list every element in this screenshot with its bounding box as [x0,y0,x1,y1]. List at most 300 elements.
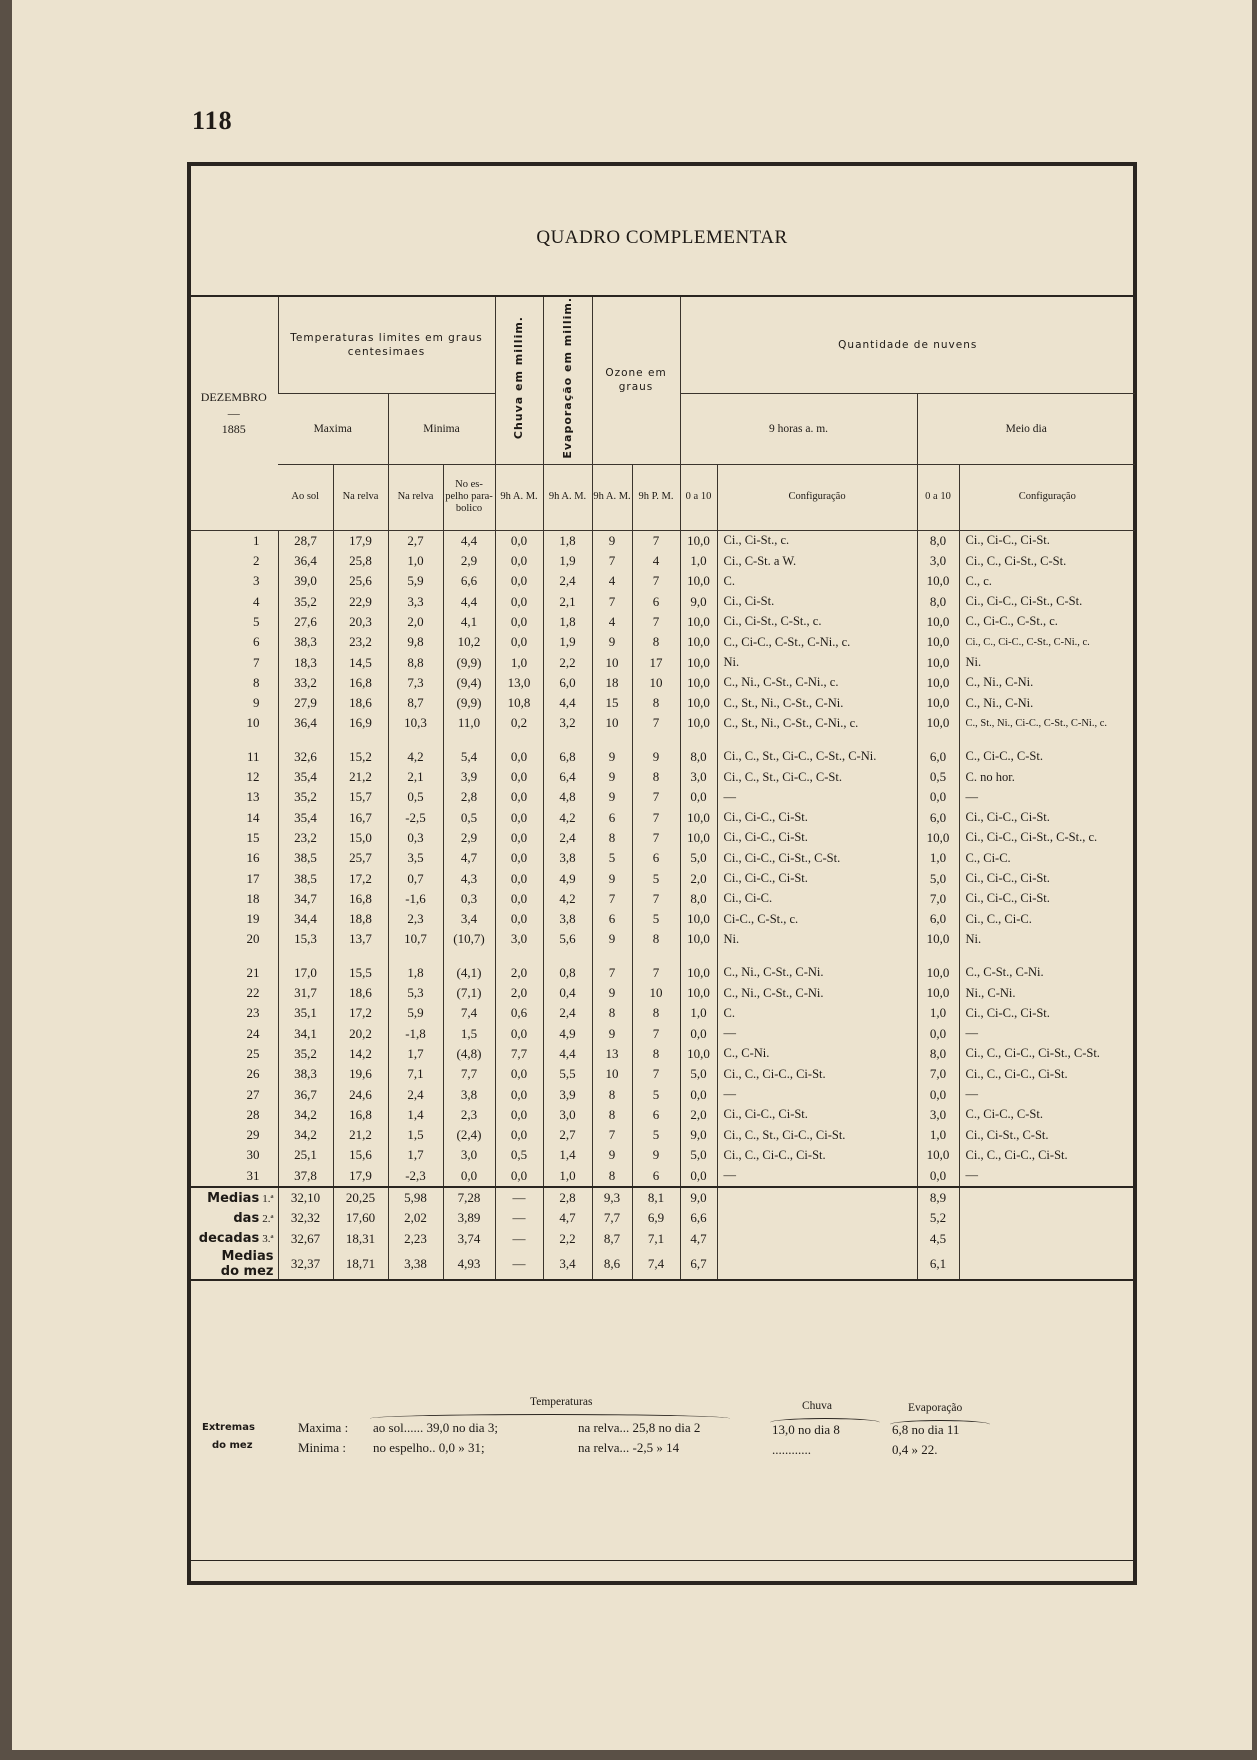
table-row [190,1166,1135,1187]
extremas-min-relva: na relva... -2,5 » 14 [578,1440,680,1455]
na-relva-min-cell: 1,7 [388,1145,443,1165]
na-relva-min-cell: 1,8 [388,950,443,983]
month-mean-label [190,1249,278,1280]
config-md-cell: Ci., Ci-C., Ci-St., C-St., c. [959,828,1135,848]
nuvens-9h-cell: 5,0 [680,1064,717,1084]
temperature-group-header: Temperaturas limites em graus centesimaes [278,297,495,394]
extremas-evap-min: 0,4 » 22. [892,1442,938,1457]
na-relva-min-cell: 0,3 [388,828,443,848]
ao-sol-cell: 34,2 [278,1105,333,1125]
nuvens-9h-cell: 10,0 [680,652,717,672]
ao-sol-header: Ao sol [278,464,333,530]
nuvens-9h-cell: 5,0 [680,848,717,868]
table-row [190,612,1135,632]
ozone-pm-cell: 7 [632,530,680,551]
ozone-pm-cell: 8 [632,1003,680,1023]
no-espelho-cell: 3,4 [443,909,495,929]
evaporacao-cell: 6,4 [543,767,592,787]
ozone-pm-cell: 5 [632,1125,680,1145]
na-relva-max-cell: 15,2 [333,734,388,767]
chuva-cell: 0,0 [495,1105,543,1125]
ao-sol-cell: 37,8 [278,1166,333,1187]
ozone-pm-cell: 7 [632,1023,680,1043]
ozone-pm-cell: 6 [632,848,680,868]
na-relva-max-cell: 15,5 [333,950,388,983]
nuvens-9h-cell: 8,0 [680,889,717,909]
medias-word: das [233,1210,260,1226]
nuvens-9h-cell: 1,0 [680,1003,717,1023]
nuvens-9h-cell: 10,0 [680,909,717,929]
decade-mean-row [190,1187,1135,1208]
medias-word: Medias [207,1190,260,1206]
na-relva-max-cell: 17,9 [333,530,388,551]
ozone-am-cell: 8 [592,1105,632,1125]
no-espelho-cell: 7,4 [443,1003,495,1023]
no-espelho-cell: 0,3 [443,889,495,909]
na-relva-max-cell: 15,6 [333,1145,388,1165]
day-cell: 31 [246,1167,260,1183]
year-label: 1885 [221,422,246,437]
ozone-am-cell: 9 [592,632,632,652]
empty-cell [959,1208,1135,1228]
ao-sol-cell: 34,1 [278,1023,333,1043]
config-md-cell: Ci., C., Ci-C., Ci-St., C-St. [959,1044,1135,1064]
ao-sol-cell: 38,5 [278,868,333,888]
ao-sol-cell: 38,5 [278,848,333,868]
ozone-pm-cell: 7 [632,889,680,909]
config-md-cell: Ni. [959,929,1135,949]
table-row [190,1044,1135,1064]
na-relva-min-cell: 2,3 [388,909,443,929]
nuvens-md-cell: 3,0 [917,551,959,571]
na-relva-max-cell: 16,8 [333,889,388,909]
nuvens-md-cell: 10,0 [917,652,959,672]
no-espelho-cell: 3,0 [443,1145,495,1165]
table-row [190,983,1135,1003]
table-row [190,734,1135,767]
decade-mean-value: 5,98 [388,1187,443,1208]
evaporacao-cell: 1,8 [543,530,592,551]
na-relva-min-cell: -2,3 [388,1166,443,1187]
no-espelho-cell: 2,9 [443,551,495,571]
no-espelho-cell: 3,9 [443,767,495,787]
ozone-header: Ozone em graus [592,297,680,464]
evap-hour-header: 9h A. M. [543,464,592,530]
day-cell: 27 [246,1086,260,1102]
chuva-cell: 0,0 [495,1084,543,1104]
chuva-cell: 2,0 [495,983,543,1003]
day-cell: 10 [246,715,260,731]
config-9h-cell: Ci., Ci-C., Ci-St. [717,808,917,828]
decade-number: 1.ª [262,1192,274,1205]
day-cell: 9 [253,695,260,711]
ozone-pm-cell: 8 [632,693,680,713]
no-espelho-cell: 4,4 [443,592,495,612]
nuvens-9h-cell: 8,0 [680,734,717,767]
na-relva-min-cell: 0,7 [388,868,443,888]
ozone-pm-header: 9h P. M. [632,464,680,530]
na-relva-min-cell: 1,0 [388,551,443,571]
nuvens-9h-cell: 9,0 [680,1125,717,1145]
na-relva-min-cell: 8,7 [388,693,443,713]
table-row [190,787,1135,807]
na-relva-max-cell: 21,2 [333,1125,388,1145]
config-md-cell: — [959,1084,1135,1104]
nove-horas-header: 9 horas a. m. [680,394,917,464]
evaporacao-cell: 0,4 [543,983,592,1003]
month-mean-value: 32,37 [278,1249,333,1280]
empty-cell [717,1208,917,1228]
nuvens-md-cell: 10,0 [917,612,959,632]
nuvens-md-cell: 10,0 [917,929,959,949]
na-relva-max-cell: 20,3 [333,612,388,632]
decade-mean-value: 4,7 [680,1228,717,1248]
config-md-cell: C., Ci-C., C-St. [959,1105,1135,1125]
nuvens-md-cell: 10,0 [917,950,959,983]
decade-mean-value: 4,5 [917,1228,959,1248]
ozone-pm-cell: 6 [632,592,680,612]
table-row [190,592,1135,612]
weather-table [190,297,1135,1281]
ozone-pm-cell: 8 [632,767,680,787]
na-relva-min-cell: -1,8 [388,1023,443,1043]
config-md-cell: C., Ci-C., C-St., c. [959,612,1135,632]
nuvens-md-cell: 1,0 [917,1125,959,1145]
nuvens-md-cell: 0,0 [917,1084,959,1104]
ozone-pm-cell: 17 [632,652,680,672]
table-frame [187,162,1137,1585]
extremas-maxima-label: Maxima : [298,1420,349,1435]
na-relva-max-cell: 20,2 [333,1023,388,1043]
nuvens-9h-cell: 10,0 [680,828,717,848]
ozone-am-cell: 7 [592,889,632,909]
decade-number: 2.ª [262,1212,274,1225]
chuva-cell: 0,0 [495,787,543,807]
ozone-pm-cell: 7 [632,1064,680,1084]
table-row [190,1105,1135,1125]
na-relva-min-cell: 2,0 [388,612,443,632]
ao-sol-cell: 23,2 [278,828,333,848]
ozone-am-cell: 8 [592,828,632,848]
config-9h-cell: C. [717,571,917,591]
ozone-am-cell: 10 [592,713,632,733]
decade-mean-value: 9,3 [592,1187,632,1208]
na-relva-max-cell: 15,7 [333,787,388,807]
month-mean-value: 18,71 [333,1249,388,1280]
nuvens-9h-cell: 10,0 [680,983,717,1003]
extremas-label: Extremas [202,1422,255,1433]
decade-mean-value: 6,6 [680,1208,717,1228]
nuvens-md-cell: 10,0 [917,693,959,713]
ozone-am-cell: 7 [592,551,632,571]
na-relva-min-cell: 5,9 [388,571,443,591]
page-number: 118 [192,106,233,135]
evaporacao-cell: 1,8 [543,612,592,632]
config-md-cell: Ci., Ci-C., Ci-St. [959,808,1135,828]
day-cell: 18 [246,890,260,906]
ozone-am-cell: 9 [592,767,632,787]
config-9h-cell: Ni. [717,929,917,949]
chuva-cell: 0,0 [495,868,543,888]
evaporacao-cell: 2,7 [543,1125,592,1145]
config-9h-cell: Ni. [717,652,917,672]
ao-sol-cell: 33,2 [278,673,333,693]
config-md-cell: Ci., Ci-C., Ci-St. [959,530,1135,551]
na-relva-max-cell: 18,6 [333,983,388,1003]
na-relva-min-header: Na relva [388,464,443,530]
ozone-pm-cell: 10 [632,673,680,693]
nuvens-9h-cell: 10,0 [680,612,717,632]
evaporacao-cell: 4,2 [543,808,592,828]
extremas-chuva-header: Chuva [802,1400,833,1412]
ao-sol-cell: 38,3 [278,1064,333,1084]
table-row [190,551,1135,571]
ozone-pm-cell: 7 [632,713,680,733]
decade-mean-value: 2,8 [543,1187,592,1208]
day-cell: 15 [246,829,260,845]
na-relva-max-cell: 17,2 [333,1003,388,1023]
day-cell: 4 [253,593,260,609]
ozone-pm-cell: 9 [632,734,680,767]
chuva-cell: 0,0 [495,828,543,848]
table-row [190,1064,1135,1084]
na-relva-min-cell: 2,7 [388,530,443,551]
na-relva-max-cell: 23,2 [333,632,388,652]
evaporacao-cell: 4,9 [543,1023,592,1043]
na-relva-max-cell: 16,9 [333,713,388,733]
chuva-cell: 0,0 [495,848,543,868]
ozone-am-cell: 5 [592,848,632,868]
config-md-cell: C., c. [959,571,1135,591]
meio-dia-header: Meio dia [917,394,1135,464]
ao-sol-cell: 36,4 [278,551,333,571]
no-espelho-cell: (10,7) [443,929,495,949]
na-relva-max-cell: 24,6 [333,1084,388,1104]
day-cell: 8 [253,674,260,690]
chuva-cell: 0,0 [495,632,543,652]
ao-sol-cell: 32,6 [278,734,333,767]
chuva-cell: 0,0 [495,734,543,767]
config-9h-cell: C., Ni., C-St., C-Ni., c. [717,673,917,693]
no-espelho-cell: 4,7 [443,848,495,868]
na-relva-min-cell: 8,8 [388,652,443,672]
evaporacao-cell: 1,4 [543,1145,592,1165]
nuvens-9h-cell: 10,0 [680,693,717,713]
ozone-am-cell: 8 [592,1084,632,1104]
config-md-cell: — [959,1023,1135,1043]
config-md-cell: Ci., Ci-C., Ci-St. [959,1003,1135,1023]
day-cell: 1 [253,532,260,548]
config-md-cell: Ci., Ci-C., Ci-St. [959,868,1135,888]
config-md-cell: Ci., C., Ci-C., Ci-St. [959,1064,1135,1084]
config-9h-cell: Ci., Ci-St., c. [717,530,917,551]
config-9h-cell: — [717,1084,917,1104]
evaporacao-cell: 3,0 [543,1105,592,1125]
month-mean-value: 8,6 [592,1249,632,1280]
ao-sol-cell: 35,2 [278,592,333,612]
decade-mean-value: 18,31 [333,1228,388,1248]
decade-mean-label [190,1208,278,1228]
ao-sol-cell: 25,1 [278,1145,333,1165]
evaporacao-cell: 4,2 [543,889,592,909]
nuvens-md-config-header: Configuração [959,464,1135,530]
decade-mean-row [190,1208,1135,1228]
nuvens-md-scale-header: 0 a 10 [917,464,959,530]
extremas-section [190,1390,1134,1570]
maxima-header: Maxima [278,394,388,464]
ao-sol-cell: 39,0 [278,571,333,591]
ao-sol-cell: 34,4 [278,909,333,929]
month-mean-word: Medias [221,1248,274,1264]
table-row [190,673,1135,693]
chuva-cell: 0,6 [495,1003,543,1023]
page-title: QUADRO COMPLEMENTAR [536,227,788,248]
ao-sol-cell: 17,0 [278,950,333,983]
config-md-cell: C., Ci-C., C-St. [959,734,1135,767]
evaporacao-label: Evaporação em millim. [560,297,574,459]
evaporacao-header [543,297,592,464]
month-mean-value: 3,38 [388,1249,443,1280]
ozone-am-header: 9h A. M. [592,464,632,530]
nuvens-md-cell: 8,0 [917,530,959,551]
decade-mean-value: 4,7 [543,1208,592,1228]
decade-mean-value: — [495,1187,543,1208]
na-relva-min-cell: 10,7 [388,929,443,949]
ao-sol-cell: 15,3 [278,929,333,949]
extremas-evap-header: Evaporação [908,1402,963,1414]
config-9h-cell: Ci., C., St., Ci-C., Ci-St. [717,1125,917,1145]
config-md-cell: Ci., Ci-C., Ci-St. [959,889,1135,909]
no-espelho-cell: 4,1 [443,612,495,632]
chuva-label: Chuva em millim. [512,316,525,440]
day-cell: 16 [246,850,260,866]
config-9h-cell: Ci., C., St., Ci-C., C-St., C-Ni. [717,734,917,767]
na-relva-max-cell: 19,6 [333,1064,388,1084]
evaporacao-cell: 5,6 [543,929,592,949]
day-cell: 13 [246,789,260,805]
decade-mean-value: 7,28 [443,1187,495,1208]
month-mean-value: 4,93 [443,1249,495,1280]
nuvens-9h-cell: 10,0 [680,1044,717,1064]
na-relva-max-cell: 25,8 [333,551,388,571]
config-md-cell: — [959,787,1135,807]
chuva-cell: 0,0 [495,612,543,632]
ao-sol-cell: 35,4 [278,808,333,828]
inner-bottom-rule [190,1560,1134,1561]
na-relva-max-cell: 15,0 [333,828,388,848]
ozone-am-cell: 7 [592,592,632,612]
no-espelho-cell: (4,8) [443,1044,495,1064]
decade-mean-value: 17,60 [333,1208,388,1228]
no-espelho-cell: (9,9) [443,693,495,713]
month-dash: — [227,406,240,421]
extremas-max-sol: ao sol...... 39,0 no dia 3; [373,1420,498,1435]
empty-cell [717,1187,917,1208]
config-9h-cell: C., St., Ni., C-St., C-Ni., c. [717,713,917,733]
month-label: DEZEMBRO [200,390,267,405]
table-body [190,530,1135,1280]
ozone-pm-cell: 5 [632,868,680,888]
month-mean-value: 7,4 [632,1249,680,1280]
nuvens-md-cell: 10,0 [917,673,959,693]
evaporacao-cell: 2,4 [543,1003,592,1023]
ozone-am-cell: 9 [592,787,632,807]
nuvens-md-cell: 8,0 [917,592,959,612]
ozone-pm-cell: 6 [632,1166,680,1187]
nuvens-md-cell: 3,0 [917,1105,959,1125]
ozone-am-cell: 9 [592,1023,632,1043]
evaporacao-cell: 2,1 [543,592,592,612]
config-9h-cell: Ci., Ci-C., Ci-St. [717,868,917,888]
config-9h-cell: Ci., Ci-C., Ci-St. [717,1105,917,1125]
chuva-cell: 0,0 [495,808,543,828]
ao-sol-cell: 34,7 [278,889,333,909]
config-md-cell: Ni., C-Ni. [959,983,1135,1003]
nuvens-9h-cell: 2,0 [680,1105,717,1125]
config-9h-cell: — [717,1023,917,1043]
table-row [190,909,1135,929]
month-mean-value: 3,4 [543,1249,592,1280]
config-md-cell: — [959,1166,1135,1187]
chuva-header [495,297,543,464]
nuvens-md-cell: 1,0 [917,848,959,868]
ao-sol-cell: 27,6 [278,612,333,632]
ozone-am-cell: 4 [592,571,632,591]
nuvens-9h-cell: 10,0 [680,713,717,733]
ao-sol-cell: 34,2 [278,1125,333,1145]
decade-number: 3.ª [262,1233,274,1246]
chuva-cell: 10,8 [495,693,543,713]
no-espelho-cell: 6,6 [443,571,495,591]
na-relva-max-cell: 18,6 [333,693,388,713]
nuvens-md-cell: 10,0 [917,571,959,591]
decade-mean-value: 3,74 [443,1228,495,1248]
table-row [190,828,1135,848]
medias-word: decadas [198,1231,260,1247]
day-cell: 3 [253,573,260,589]
ao-sol-cell: 35,1 [278,1003,333,1023]
chuva-cell: 0,0 [495,551,543,571]
chuva-cell: 0,0 [495,1125,543,1145]
ozone-am-cell: 10 [592,652,632,672]
extremas-chuva-max: 13,0 no dia 8 [772,1422,840,1437]
na-relva-max-cell: 16,8 [333,673,388,693]
config-9h-cell: C. [717,1003,917,1023]
no-espelho-cell: (7,1) [443,983,495,1003]
table-row [190,767,1135,787]
ozone-am-cell: 9 [592,1145,632,1165]
ozone-pm-cell: 5 [632,909,680,929]
ozone-am-cell: 9 [592,734,632,767]
nuvens-md-cell: 0,0 [917,1166,959,1187]
table-row [190,1003,1135,1023]
config-9h-cell: Ci-C., C-St., c. [717,909,917,929]
na-relva-min-cell: -2,5 [388,808,443,828]
month-mean-value: 6,7 [680,1249,717,1280]
chuva-cell: 0,0 [495,571,543,591]
ozone-am-cell: 6 [592,808,632,828]
nuvens-9h-cell: 10,0 [680,929,717,949]
chuva-cell: 0,5 [495,1145,543,1165]
config-md-cell: Ci., Ci-St., C-St. [959,1125,1135,1145]
nuvens-9h-cell: 9,0 [680,592,717,612]
extremas-minima-label: Minima : [298,1440,347,1455]
na-relva-min-cell: 7,3 [388,673,443,693]
decade-mean-value: 8,1 [632,1187,680,1208]
no-espelho-cell: 0,0 [443,1166,495,1187]
config-9h-cell: Ci., C., Ci-C., Ci-St. [717,1145,917,1165]
decade-mean-label [190,1187,278,1208]
